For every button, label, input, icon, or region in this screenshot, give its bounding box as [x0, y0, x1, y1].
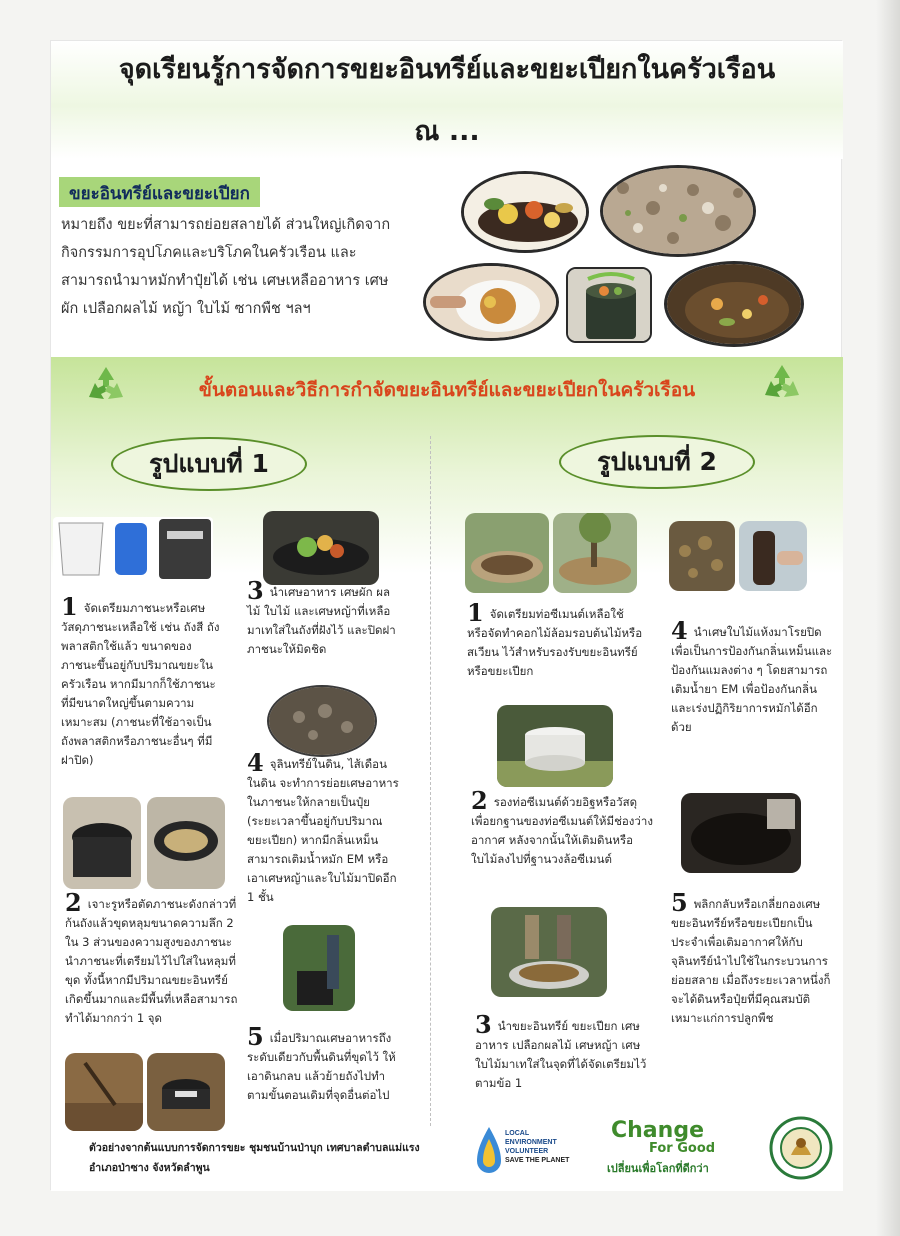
step-text: เมื่อปริมาณเศษอาหารถึงระดับเดียวกับพื้นดินที่ขุดไว้ ให้เอาดินกลบ แล้วย้ายถังไปทำตามขั้นตอนเดิมที่จุดอื่นต่อไป: [247, 1031, 396, 1102]
step-text: จัดเตรียมท่อซีเมนต์เหลือใช้หรือจัดทำคอกไม้ล้อมรอบต้นไม้หรือสเวียน ไว้สำหรับรองรับขยะอินทรีย์หรือขยะเปียก: [467, 607, 643, 678]
covered-bin-photo: [147, 1053, 225, 1131]
step-number: 2: [65, 888, 82, 917]
footer-note: ตัวอย่างจากต้นแบบการจัดการขยะ ชุมชนบ้านป่าบุก เทศบาลตำบลแม่แรง อำเภอป่าซาง จังหวัดลำพูน: [89, 1142, 420, 1174]
cfg-line1: Change: [611, 1118, 704, 1143]
compost-bin-photo: [566, 267, 652, 343]
poster: [50, 40, 842, 1190]
steps-title: ขั้นตอนและวิธีการกำจัดขยะอินทรีย์และขยะเปียกในครัวเรือน: [198, 379, 696, 401]
water-drop-icon: [475, 1125, 503, 1177]
model1-step-3: [247, 576, 399, 659]
model2-step-1: [467, 598, 643, 681]
lev-line4: SAVE THE PLANET: [505, 1157, 570, 1164]
model1-step-4: [247, 748, 399, 907]
step-text: จัดเตรียมภาชนะหรือเศษวัสดุภาชนะเหลือใช้ เช่น ถังสี ถังพลาสติกใช้แล้ว ขนาดของภาชนะขึ้นอยู่กับปริมาณขยะในครัวเรือน หากมีมากก็ใช้ภาชนะที่มีขนาดใหญ่ขึ้นตามความเหมาะสม (ภาชนะที่ใช้อาจเป็นถังพลาสติกหรือภาชนะอื่นๆ ที่มีฝาปิด): [61, 601, 220, 767]
food-scraps-photo: [461, 171, 589, 253]
model2-step-2: [471, 786, 653, 869]
bin-with-waste-photo: [147, 797, 225, 889]
buckets-photo: [53, 517, 213, 581]
dumping-waste-photo: [491, 907, 607, 997]
step-number: 3: [247, 576, 264, 605]
step-number: 5: [247, 1022, 264, 1051]
step-number: 1: [467, 598, 484, 627]
step-number: 1: [61, 592, 78, 621]
model2-step-4: [671, 616, 835, 737]
step-number: 5: [671, 888, 688, 917]
step-text: จุลินทรีย์ในดิน, ไส้เดือนในดิน จะทำการย่อยเศษอาหารในภาชนะให้กลายเป็นปุ๋ย (ระยะเวลาขึ้นอยู่กับปริมาณขยะเปียก) หากมีกลิ่นเหม็นสามารถเติมน้ำหมัก EM หรือเอาเศษหญ้าและใบไม้มาปิดอีก 1 ชั้น: [247, 757, 399, 904]
recycle-icon-right: [759, 361, 805, 407]
plate-scraping-photo: [423, 263, 559, 341]
scan-edge: [876, 0, 900, 1236]
step-text: นำขยะอินทรีย์ ขยะเปียก เศษอาหาร เปลือกผลไม้ เศษหญ้า เศษใบไม้มาเทใส่ในจุดที่ได้จัดเตรียมไว้ตามข้อ 1: [475, 1019, 647, 1090]
cfg-line3: เปลี่ยนเพื่อโลกที่ดีกว่า: [607, 1162, 709, 1175]
model2-step-3: [475, 1010, 655, 1093]
bin-in-hole-photo: [63, 797, 141, 889]
dry-leaves-photo: [600, 165, 756, 257]
model2-step-5: [671, 888, 835, 1028]
compost-pile-photo: [664, 261, 804, 347]
digging-photo: [65, 1053, 143, 1131]
step-text: นำเศษใบไม้แห้งมาโรยปิด เพื่อเป็นการป้องกันกลิ่นเหม็นและป้องกันแมลงต่าง ๆ โดยสามารถเติมน้ำยา EM เพื่อป้องกันกลิ่นและเร่งปฏิกิริยาการหมักได้อีกด้วย: [671, 625, 833, 734]
column-divider: [430, 436, 431, 1126]
cement-ring-site-photo: [465, 513, 549, 593]
main-title: จุดเรียนรู้การจัดการขยะอินทรีย์และขยะเปียกในครัวเรือน: [118, 54, 776, 85]
worm-compost-photo: [267, 685, 377, 757]
lev-line1: LOCAL: [505, 1130, 530, 1137]
model1-step-5: [247, 1022, 403, 1105]
intro-heading: ขยะอินทรีย์และขยะเปียก: [59, 177, 260, 207]
step-text: รองท่อซีเมนต์ด้วยอิฐหรือวัสดุเพื่อยกฐานของท่อซีเมนต์ให้มีช่องว่างอากาศ หลังจากนั้นให้เติมดินหรือใบไม้ลงไปที่ฐานวงล้อซีเมนต์: [471, 795, 653, 866]
intro-text: หมายถึง ขยะที่สามารถย่อยสลายได้ ส่วนใหญ่เกิดจากกิจกรรมการอุปโภคและบริโภคในครัวเรือน และสามารถนำมาหมักทำปุ๋ยได้ เช่น เศษเหลืออาหาร เศษผัก เปลือกผลไม้ หญ้า ใบไม้ ซากพืช ฯลฯ: [61, 217, 391, 317]
model1-step-2: [65, 888, 239, 1028]
filling-bin-photo: [283, 925, 355, 1011]
change-for-good-logo: [603, 1119, 753, 1183]
recycle-icon-left: [83, 363, 129, 409]
step-text: เจาะรูหรือตัดภาชนะดังกล่าวที่ก้นถังแล้วขุดหลุมขนาดความลึก 2 ใน 3 ส่วนของความสูงของภาชนะนำภาชนะที่เตรียมไว้ไปใส่ในหลุมที่ขุด ทั้งนี้หากมีปริมาณขยะอินทรีย์เกิดขึ้นมากและมีพื้นที่เหลือสามารถทำได้มากกว่า 1 จุด: [65, 897, 238, 1025]
lev-line3: VOLUNTEER: [505, 1148, 549, 1155]
model2-label: รูปแบบที่ 2: [559, 435, 755, 489]
cement-pipe-photo: [497, 705, 613, 787]
dry-leaves-pile-photo: [669, 521, 735, 591]
lev-logo: [475, 1121, 585, 1185]
bamboo-enclosure-photo: [553, 513, 637, 593]
cfg-line2: For Good: [649, 1141, 716, 1156]
step-text: นำเศษอาหาร เศษผัก ผลไม้ ใบไม้ และเศษหญ้าที่เหลือมาเทใส่ในถังที่ฝังไว้ และปิดฝาภาชนะให้มิดชิด: [247, 585, 396, 656]
turning-compost-photo: [681, 793, 801, 873]
step-number: 3: [475, 1010, 492, 1039]
lev-line2: ENVIRONMENT: [505, 1139, 557, 1146]
main-title-location: ณ ...: [414, 116, 480, 147]
em-liquid-photo: [739, 521, 807, 591]
step-number: 4: [247, 748, 264, 777]
step-text: พลิกกลับหรือเกลี่ยกองเศษขยะอินทรีย์หรือขยะเปียกเป็นประจำเพื่อเติมอากาศให้กับจุลินทรีย์นำไปใช้ในกระบวนการย่อยสลาย เมื่อถึงระยะเวลาหนึ่งก็จะได้ดินหรือปุ๋ยที่มีคุณสมบัติเหมาะแก่การปลูกพืช: [671, 897, 831, 1025]
step-number: 2: [471, 786, 488, 815]
government-seal-icon: [769, 1115, 833, 1181]
model1-step-1: [61, 592, 221, 770]
model1-label: รูปแบบที่ 1: [111, 437, 307, 491]
step-number: 4: [671, 616, 688, 645]
pouring-scraps-photo: [263, 511, 379, 585]
